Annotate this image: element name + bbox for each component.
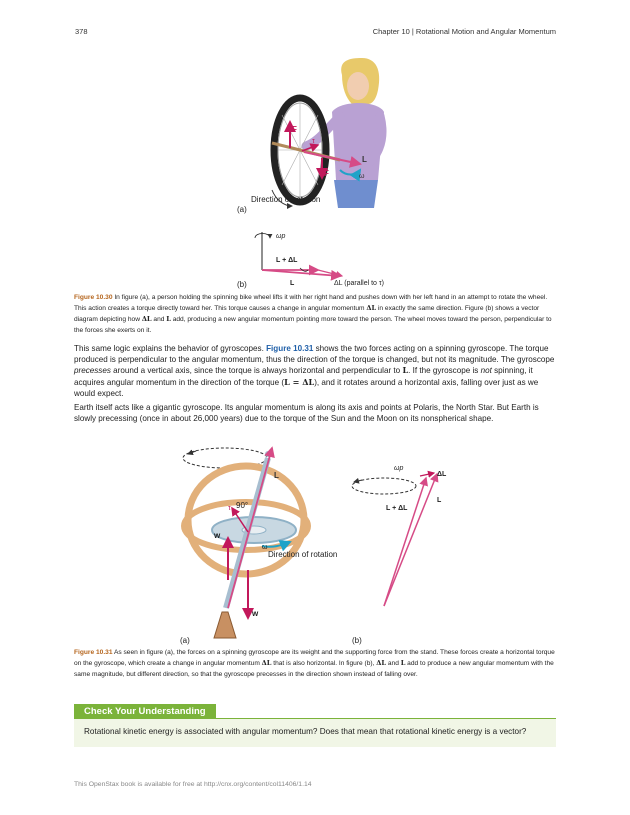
caption-text: In figure (a), a person holding the spinning bike wheel lifts it with her right hand and pushes down with her left hand in an attempt to rotate the wheel. This action creates a torque directly toward her. This torque causes a change in angular momentum bbox=[74, 294, 548, 312]
label-f-top: F bbox=[292, 125, 297, 134]
panel-a-label: (a) bbox=[237, 205, 247, 214]
paragraph-gyroscopes bbox=[74, 343, 556, 399]
figure-link[interactable]: Figure 10.31 bbox=[266, 344, 314, 353]
label-tau: τ bbox=[312, 138, 315, 145]
footer-note: This OpenStax book is available for free at http://cnx.org/content/col11406/1.14 bbox=[74, 781, 312, 788]
omega-p-label-b: ωp bbox=[394, 465, 404, 472]
page-number: 378 bbox=[75, 27, 88, 36]
para-emphasis: precesses bbox=[74, 366, 111, 376]
math-symbol: ΔL bbox=[366, 304, 377, 312]
para-text: . If the gyroscope is bbox=[408, 366, 481, 376]
l-plus-dl-label: L + ΔL bbox=[276, 257, 298, 264]
label-l: L bbox=[362, 155, 367, 164]
panel-b-label: (b) bbox=[237, 280, 247, 289]
omega-label-a: ω bbox=[262, 544, 268, 551]
w-label-left: w bbox=[214, 531, 221, 540]
l-plus-dl-label-b: L + ΔL bbox=[386, 505, 408, 512]
angle-label: 90° bbox=[236, 501, 249, 510]
direction-of-rotation-label bbox=[251, 195, 320, 204]
caption-text: and bbox=[151, 316, 167, 323]
figure-label: Figure 10.31 bbox=[74, 649, 113, 656]
caption-text: that is also horizontal. In figure (b), bbox=[271, 660, 377, 667]
chapter-title: Chapter 10 | Rotational Motion and Angular Momentum bbox=[372, 27, 556, 36]
l-label-b: L bbox=[437, 497, 442, 504]
w-label-bottom: w bbox=[252, 609, 259, 618]
math-symbol: L = ΔL bbox=[284, 376, 315, 387]
direction-of-rotation-text: Direction of rotation bbox=[251, 195, 321, 204]
para-text: shows the two forces acting on a spinning gyroscope. The torque produced is perpendicular to the angular momentum, thus the direction of the torque is changed, but not its magnitude. The gyroscope bbox=[74, 344, 555, 365]
figure-10-30 bbox=[0, 0, 630, 300]
para-emphasis: not bbox=[480, 366, 492, 376]
figure-10-30-caption bbox=[74, 292, 556, 336]
l-arrow-b bbox=[384, 478, 426, 606]
omega-p-label: ωp bbox=[276, 233, 286, 240]
label-omega: ω bbox=[359, 173, 365, 180]
check-understanding-box bbox=[74, 719, 556, 747]
check-understanding-title: Check Your Understanding bbox=[74, 704, 216, 719]
caption-text: As seen in figure (a), the forces on a spinning gyroscope are its weight and the supporting force from the stand. These forces create a horizontal torque on the gyroscope, which create a change in angular momentum bbox=[74, 649, 555, 667]
caption-text: add, producing a new angular momentum pointing more toward the person. The wheel moves toward the person, perpendicular to the forces she exerts on it. bbox=[74, 316, 552, 334]
caption-text: add to produce a new angular momentum with the same magnitude, but different direction, so that the gyroscope precesses in the direction shown instead of falling over. bbox=[74, 660, 554, 678]
figure-label: Figure 10.30 bbox=[74, 294, 113, 301]
dl-label-b: ΔL bbox=[437, 471, 447, 478]
math-symbol: ΔL bbox=[376, 659, 387, 667]
l-label-a: L bbox=[274, 471, 279, 480]
vector-diagram-b bbox=[255, 232, 342, 276]
math-symbol: L bbox=[166, 315, 171, 323]
panel-b-label-31: (b) bbox=[352, 636, 362, 645]
math-symbol: L bbox=[402, 365, 409, 376]
para-text: ), and it rotates around a horizontal axis, falling over just as we would expect. bbox=[74, 377, 539, 398]
dl-arrow-b bbox=[420, 473, 434, 476]
direction-of-rotation-a: Direction of rotation bbox=[268, 550, 338, 559]
figure-10-31 bbox=[0, 430, 630, 650]
caption-text: and bbox=[386, 660, 401, 667]
figure-10-31-caption bbox=[74, 647, 556, 680]
tau-label-a: τ bbox=[228, 505, 231, 512]
dl-parallel-label: ΔL (parallel to τ) bbox=[334, 280, 384, 287]
math-symbol: ΔL bbox=[141, 315, 152, 323]
math-symbol: L bbox=[400, 659, 406, 667]
label-f-bottom: F bbox=[324, 169, 329, 178]
check-understanding-header bbox=[74, 704, 556, 719]
para-text: spinning, it acquires angular momentum in the direction of the torque ( bbox=[74, 366, 533, 387]
para-text: around a vertical axis, since the torque is always horizontal and perpendicular to bbox=[110, 366, 403, 376]
caption-text: in exactly the same direction. Figure (b) shows a vector diagram depicting how bbox=[74, 305, 540, 323]
l-label-b: L bbox=[290, 280, 295, 287]
panel-a-label-31: (a) bbox=[180, 636, 190, 645]
check-understanding-question: Rotational kinetic energy is associated with angular momentum? Does that mean that rotational kinetic energy is a vector? bbox=[84, 727, 527, 736]
para-text: This same logic explains the behavior of gyroscopes. bbox=[74, 344, 267, 353]
paragraph-earth: Earth itself acts like a gigantic gyroscope. Its angular momentum is along its axis and points at Polaris, the North Star. But Earth is slowly precessing (once in about 26,000 years) due to the torque of the Sun and the Moon on its nonspherical shape. bbox=[74, 403, 539, 424]
math-symbol: ΔL bbox=[261, 659, 272, 667]
